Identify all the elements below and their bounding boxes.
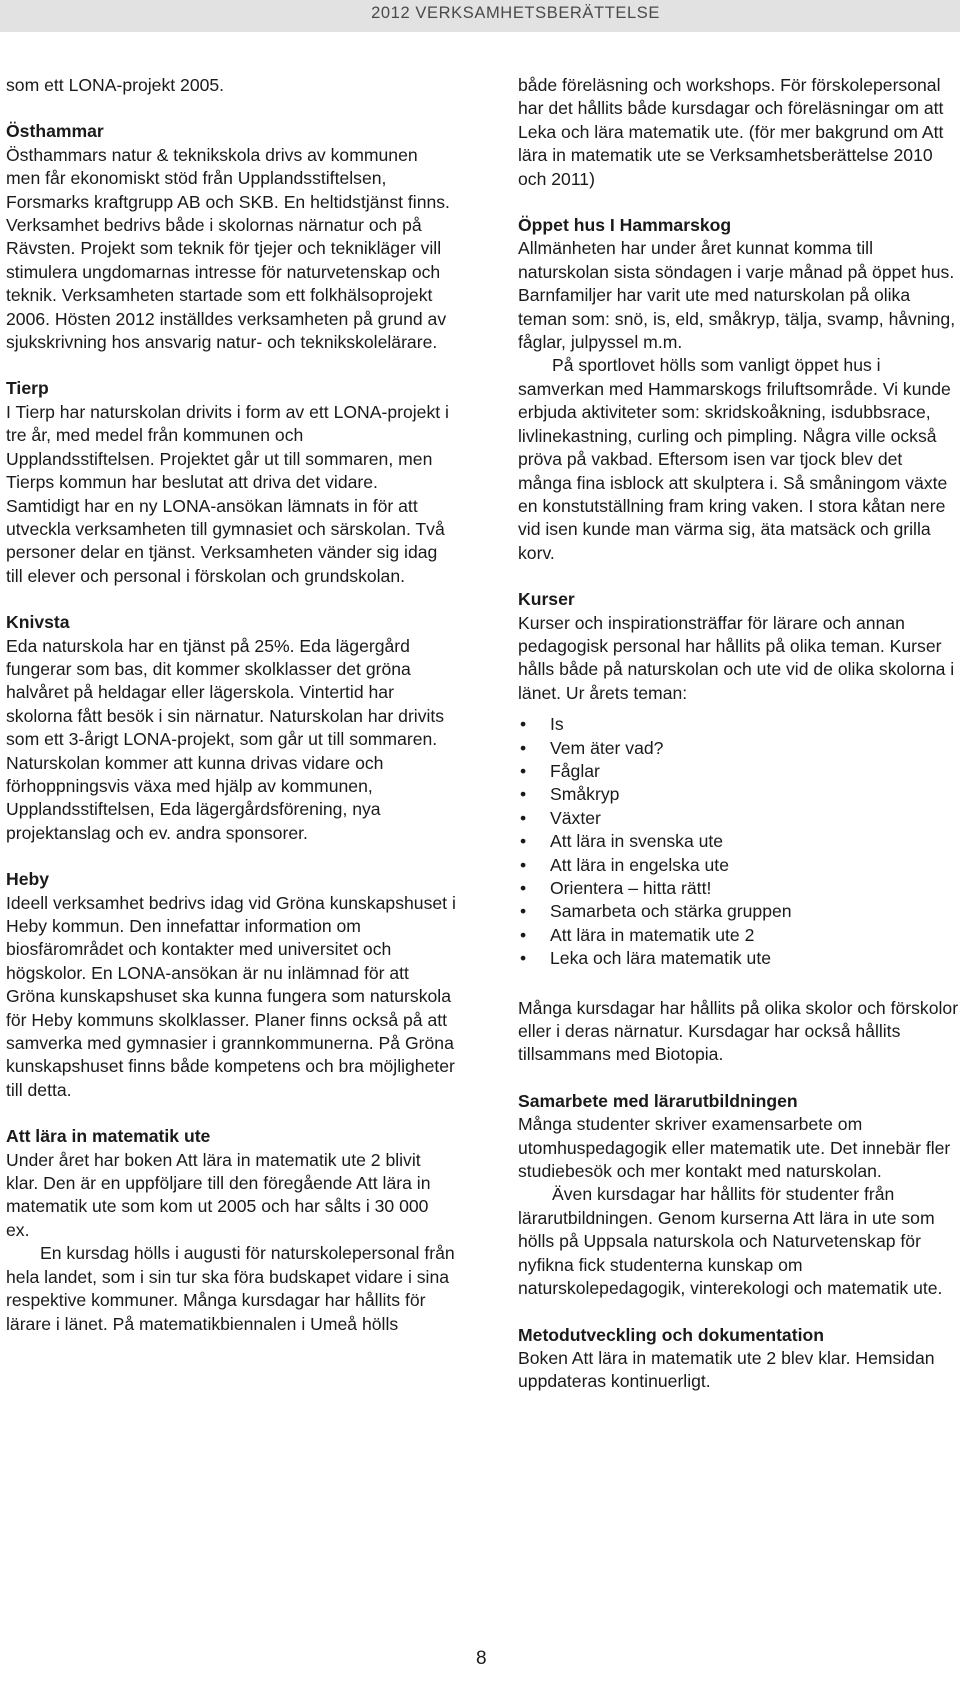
bullet-icon: •: [520, 737, 527, 758]
bullet-icon: •: [520, 807, 527, 828]
heading-metod: Metodutveckling och dokumentation: [518, 1324, 824, 1345]
text-kurser-intro: Kurser och inspirationsträffar för lärare och annan pedagogisk personal har hållits på olika teman. Kurser hålls både på naturskolan och ute vid de olika skolorna i länet. Ur årets teman:: [518, 612, 955, 703]
heading-knivsta: Knivsta: [6, 612, 70, 633]
kurser-list: [518, 713, 960, 970]
list-item: • Vem äter vad?: [518, 737, 960, 760]
bullet-icon: •: [520, 831, 527, 852]
list-item: • Fåglar: [518, 760, 960, 783]
text-tierp: I Tierp har naturskolan drivits i form av ett LONA-projekt i tre år, med medel från kommunen och Upplandsstiftelsen. Projektet går ut till sommaren, men Tierps kommun har beslutat att driva det vidare. Samtidigt har en ny LONA-ansökan lämnats in för att utveckla verksamheten till gymnasiet och särskolan. Två personer delar en tjänst. Verksamheten vänder sig idag till elever och personal i förskolan och grundskolan.: [6, 401, 449, 586]
bullet-icon: •: [520, 878, 527, 898]
text-continuation: både föreläsning och workshops. För förskolepersonal har det hållits både kursdagar och föreläsningar om att Leka och lära matematik ute. (för mer bakgrund om Att lära in matematik ute se Verksamhetsberättelse 2010 och 2011): [518, 75, 944, 189]
text-hammarskog-2: På sportlovet hölls som vanligt öppet hus i samverkan med Hammarskogs friluftsområde. Vi kunde erbjuda aktiviteter som: skridskoåkning, isdubbsrace, livlinekastning, curling och pimpling. Några ville också pröva på vakbad. Eftersom isen var tjock blev det många fina isblock att skulptera i. Så småningom växte en konstutställning fram kring vaken. I stora kåtan nere vid isen kunde man värma sig, äta matsäck och grilla korv.: [518, 355, 951, 563]
bullet-icon: •: [520, 854, 527, 875]
list-item: • Att lära in svenska ute: [518, 830, 960, 853]
list-item: • Leka och lära matematik ute: [518, 947, 960, 970]
header-bar: [0, 0, 960, 32]
text-matematik-1: Under året har boken Att lära in matematik ute 2 blivit klar. Den är en uppföljare till den föregående Att lära in matematik ute som kom ut 2005 och har sålts i 30 000 ex.: [6, 1149, 431, 1240]
text-heby: Ideell verksamhet bedrivs idag vid Gröna kunskapshuset i Heby kommun. Den innefattar information om biosfärområdet och kontakter med universitet och högskolor. En LONA-ansökan är nu inlämnad för att Gröna kunskapshuset ska kunna fungera som naturskola för Heby kommuns skolklasser. Planer finns också på att samverka med gymnasier i grannkommunerna. På Gröna kunskapshuset finns både kompetens och bra möjligheter till detta.: [6, 892, 456, 1100]
text-lararutbildning-2: Även kursdagar har hållits för studenter från lärarutbildningen. Genom kurserna Att lära in ute som hölls på Uppsala naturskola och Naturvetenskap för nyfikna fick studenterna kunskap om naturskolepedagogik, vinterekologi och matematik ute.: [518, 1184, 943, 1299]
list-item: • Orientera – hitta rätt!: [518, 877, 960, 900]
heading-hammarskog: Öppet hus I Hammarskog: [518, 215, 732, 236]
list-item: • Samarbeta och stärka gruppen: [518, 900, 960, 923]
bullet-icon: •: [520, 948, 527, 969]
text-kurser-outro: Många kursdagar har hållits på olika skolor och förskolor eller i deras närnatur. Kursdagar har också hållits tillsammans med Biotopia.: [518, 997, 959, 1065]
heading-tierp: Tierp: [6, 378, 49, 399]
text-metod: Boken Att lära in matematik ute 2 blev klar. Hemsidan uppdateras kontinuerligt.: [518, 1347, 935, 1392]
text-hammarskog-1: Allmänheten har under året kunnat komma till naturskolan sista söndagen i varje månad på öppet hus. Barnfamiljer har varit ute med naturskolan på olika teman som: snö, is, eld, småkryp, tälja, svamp, håvning, fåglar, julpyssel m.m.: [518, 238, 956, 353]
report-title: 2012 VERKSAMHETSBERÄTTELSE: [371, 4, 660, 22]
heading-kurser: Kurser: [518, 589, 575, 610]
page-number: 8: [476, 1648, 487, 1669]
list-item: • Småkryp: [518, 783, 960, 806]
text-knivsta: Eda naturskola har en tjänst på 25%. Eda lägergård fungerar som bas, dit kommer skolklasser det gröna halvåret på heldagar eller lägerskola. Vintertid har skolorna fått besök i sin närnatur. Naturskolan har drivits som ett 3-årigt LONA-projekt, som går ut till sommaren. Naturskolan kommer att kunna drivas vidare och förhoppningsvis växa med hjälp av kommunen, Upplandsstiftelsen, Eda lägergårdsförening, nya projektanslag och ev. andra sponsorer.: [6, 635, 445, 843]
heading-osthammar: Östhammar: [6, 121, 104, 142]
list-item: • Is: [518, 713, 960, 736]
list-item: • Att lära in matematik ute 2: [518, 924, 960, 947]
text-matematik-2: En kursdag hölls i augusti för naturskolepersonal från hela landet, som i sin tur ska föra budskapet vidare i sina respektive kommuner. Många kursdagar har hållits för lärare i länet. På matematikbiennalen i Umeå hölls: [6, 1243, 455, 1334]
text-osthammar: Östhammars natur & teknikskola drivs av kommunen men får ekonomiskt stöd från Upplandsstiftelsen, Forsmarks kraftgrupp AB och SKB. En heltidstjänst finns. Verksamhet bedrivs både i skolornas närnatur och på Rävsten. Projekt som teknik för tjejer och teknikläger vill stimulera ungdomarnas intresse för naturvetenskap och teknik. Verksamheten startade som ett folkhälsoprojekt 2006. Hösten 2012 inställdes verksamheten på grund av sjukskrivning hos ansvarig natur- och teknikskolelärare.: [6, 144, 450, 353]
bullet-icon: •: [520, 760, 527, 781]
list-item: • Att lära in engelska ute: [518, 854, 960, 877]
heading-heby: Heby: [6, 869, 50, 890]
right-column: [518, 74, 960, 1394]
heading-lararutbildning: Samarbete med lärarutbildningen: [518, 1090, 798, 1111]
intro-line: som ett LONA-projekt 2005.: [6, 75, 225, 95]
heading-matematik: Att lära in matematik ute: [6, 1126, 211, 1147]
list-item: • Växter: [518, 807, 960, 830]
bullet-icon: •: [520, 784, 527, 805]
bullet-icon: •: [520, 714, 527, 735]
bullet-icon: •: [520, 924, 527, 945]
left-column: [6, 74, 456, 1336]
bullet-icon: •: [520, 901, 527, 922]
text-lararutbildning-1: Många studenter skriver examensarbete om utomhuspedagogik eller matematik ute. Det innebär fler studiebesök och mer kontakt med naturskolan.: [518, 1114, 951, 1182]
